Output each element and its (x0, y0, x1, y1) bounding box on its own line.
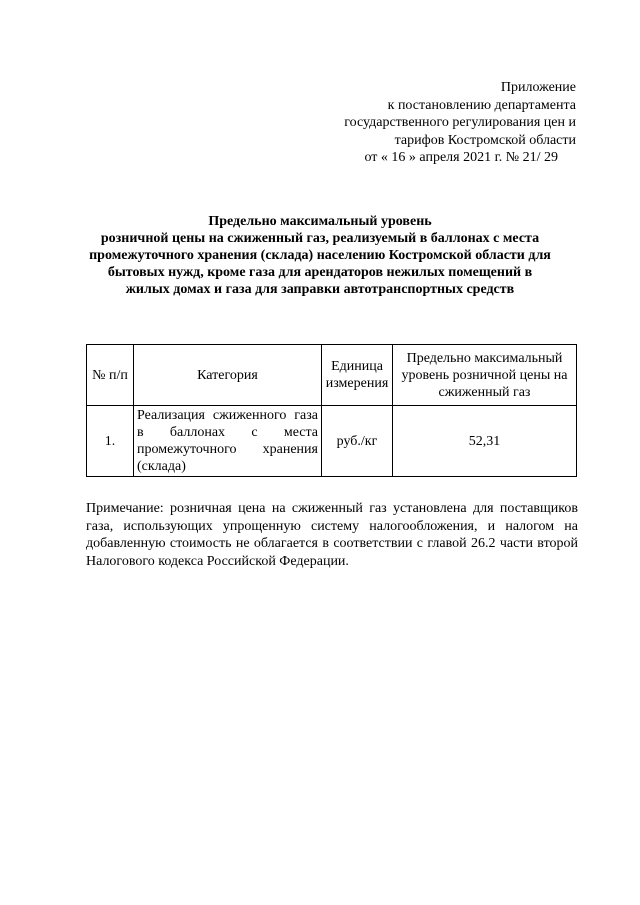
appendix-department-line: государственного регулирования цен и (344, 115, 576, 130)
appendix-block (276, 79, 576, 167)
header-price: Предельно максимальный уровень розничной цены на сжиженный газ (393, 345, 577, 406)
appendix-region-line: тарифов Костромской области (394, 132, 576, 148)
title-line: Предельно максимальный уровень (208, 214, 432, 229)
title-line: промежуточного хранения (склада) населению Костромской области для (89, 248, 551, 263)
appendix-label: Приложение (500, 80, 576, 95)
table-row (87, 406, 577, 477)
cell-num: 1. (87, 406, 134, 477)
footnote: Примечание: розничная цена на сжиженный газ установлена для поставщиков газа, использующих упрощенную систему налогообложения, и налогом на добавленную стоимость не облагается в соответствии с главой 26.2 части второй Налогового кодекса Российской Федерации. (86, 501, 578, 569)
header-unit: Единица измерения (322, 345, 393, 406)
price-table (86, 344, 577, 477)
header-num: № п/п (87, 345, 134, 406)
appendix-date-line: от « 16 » апреля 2021 г. № 21/ 29 (364, 150, 558, 165)
cell-category: Реализация сжиженного газа в баллонах с места промежуточного хранения (склада) (134, 406, 322, 477)
document-title (60, 213, 580, 298)
cell-price: 52,31 (393, 406, 577, 477)
appendix-resolution-line: к постановлению департамента (387, 97, 576, 113)
title-line: бытовых нужд, кроме газа для арендаторов нежилых помещений в (107, 265, 533, 280)
header-category: Категория (134, 345, 322, 406)
table-header-row (87, 345, 577, 406)
title-line: розничной цены на сжиженный газ, реализуемый в баллонах с места (100, 231, 540, 246)
title-line: жилых домах и газа для заправки автотранспортных средств (125, 282, 515, 297)
cell-unit: руб./кг (322, 406, 393, 477)
